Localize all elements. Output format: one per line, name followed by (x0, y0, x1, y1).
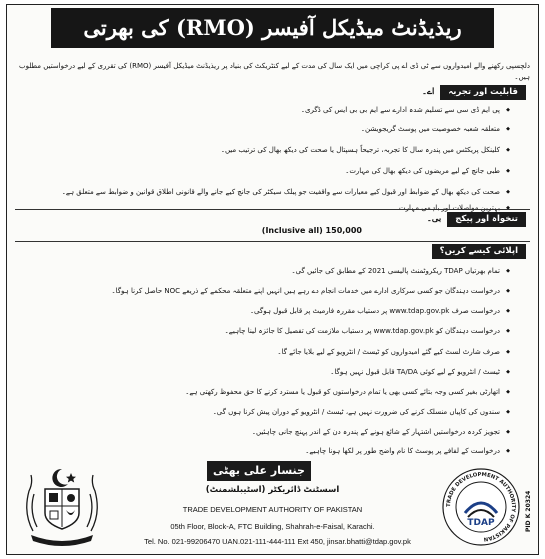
section-c-heading (432, 244, 526, 259)
organization-address: 05th Floor, Block-A, FTC Building, Shahrah-e-Faisal, Karachi. (170, 522, 375, 531)
pakistan-emblem-icon (17, 461, 107, 547)
list-item: ◆ بہترین مواصلات اور باہمی مہارت۔ (17, 202, 510, 216)
list-item: ◆ اتھارٹی بغیر کسی وجہ بتائے کسی بھی یا تمام درخواستوں کو قبول یا مسترد کرنے کا حق محفوظ رکھتی ہے۔ (17, 382, 510, 402)
intro-paragraph: دلچسپی رکھنے والے امیدواروں سے ٹی ڈی اے پی کراچی میں ایک سال کی مدت کے لیے کنٹریکٹ کی بنیاد پر ریذیڈنٹ میڈیکل آفیسر (RMO) کی تقرری کے لیے درخواستیں مطلوب ہیں۔ (19, 62, 530, 81)
logo-ring-text: TRADE DEVELOPMENT AUTHORITY OF PAKISTAN (445, 471, 517, 542)
job-advertisement (6, 4, 539, 555)
organization-contact: Tel. No. 021-99206470 UAN.021-111-444-111 Ext 450, jinsar.bhatti@tdap.gov.pk (144, 537, 411, 546)
list-item: ◆ ٹیسٹ / انٹرویو کے لیے کوئی TA/DA قابل قبول نہیں ہوگا۔ (17, 362, 510, 382)
list-item: ◆ تجویز کردہ درخواستیں اشتہار کے شائع ہونے کے پندرہ دن کے اندر پہنچ جانی چاہئیں۔ (17, 422, 510, 442)
section-c-label: اپلائی کیسے کریں؟ (432, 244, 526, 259)
list-item: ◆ صحت کی دیکھ بھال کے ضوابط اور قبول کیے معیارات سے واقفیت جو پبلک سیکٹر کی جانچ کیے جانے والے قانونی اطلاق قوانین و ضوابط سے متعلق ہے۔ (17, 182, 510, 202)
list-item: ◆ سندوں کی کاپیاں منسلک کرنے کی ضرورت نہیں ہے، ٹیسٹ / انٹرویو کے دوران پیش کرنا ہوں گی۔ (17, 402, 510, 422)
list-item: ◆ صرف شارٹ لسٹ کیے گئے امیدواروں کو ٹیسٹ / انٹرویو کے لیے بلایا جائے گا۔ (17, 342, 510, 362)
salary-value (256, 225, 368, 237)
organization-name: TRADE DEVELOPMENT AUTHORITY OF PAKISTAN (182, 505, 363, 514)
logo-text: TDAP (467, 518, 495, 528)
divider (15, 241, 530, 242)
section-b-heading (427, 212, 526, 227)
advert-title: ریذیڈنٹ میڈیکل آفیسر (RMO) کی بھرتی (51, 8, 494, 48)
salary-amount: (Inclusive all) 150,000 (261, 226, 362, 235)
list-item: ◆ پی ایم ڈی سی سے تسلیم شدہ ادارے سے ایم بی بی ایس کی ڈگری۔ (17, 104, 510, 118)
list-item: ◆ درخواست کے لفافے پر پوسٹ کا نام واضح طور پر لکھا ہونا چاہیے۔ (17, 442, 510, 460)
pid-number: PID K 20324 (525, 490, 532, 532)
section-a-number: اے۔ (421, 87, 435, 97)
divider (15, 209, 530, 210)
signatory-designation: اسسٹنٹ ڈائریکٹر (اسٹیبلشمنٹ) (205, 485, 340, 495)
section-a-heading (422, 85, 526, 100)
list-item: ◆ درخواست دہندگان جو کسی سرکاری ادارے میں خدمات انجام دے رہے ہیں انہیں اپنے متعلقہ محکمے کے ذریعے NOC حاصل کرنا ہوگا۔ (17, 281, 510, 301)
application-instructions-list (17, 261, 510, 460)
tdap-logo-icon (441, 467, 521, 547)
section-b-number: بی۔ (426, 214, 442, 224)
signatory-name: جنسار علی بھٹی (207, 461, 311, 481)
section-a-label: قابلیت اور تجربہ (440, 85, 526, 100)
list-item: ◆ درخواست صرف www.tdap.gov.pk پر دستیاب مقررہ فارمیٹ پر قابل قبول ہوگی۔ (17, 301, 510, 321)
list-item: ◆ کلینکل پریکٹس میں پندرہ سال کا تجربہ، ترجیحاً ہسپتال یا صحت کی دیکھ بھال کی ترتیب میں۔ (17, 140, 510, 160)
list-item: ◆ طبی جانچ کے لیے مریضوں کی دیکھ بھال کی مہارت۔ (17, 160, 510, 182)
list-item: ◆ تمام بھرتیاں TDAP ریکروٹمنٹ پالیسی 2021 کے مطابق کی جائیں گی۔ (17, 261, 510, 281)
list-item: ◆ درخواست دہندگان کو www.tdap.gov.pk پر دستیاب ملازمت کی تفصیل کا جائزہ لینا چاہیے۔ (17, 321, 510, 342)
section-b-label: تنخواہ اور پیکج (447, 212, 526, 227)
qualification-list (17, 104, 510, 215)
list-item: ◆ متعلقہ شعبہ خصوصیت میں پوسٹ گریجویشن۔ (17, 118, 510, 140)
